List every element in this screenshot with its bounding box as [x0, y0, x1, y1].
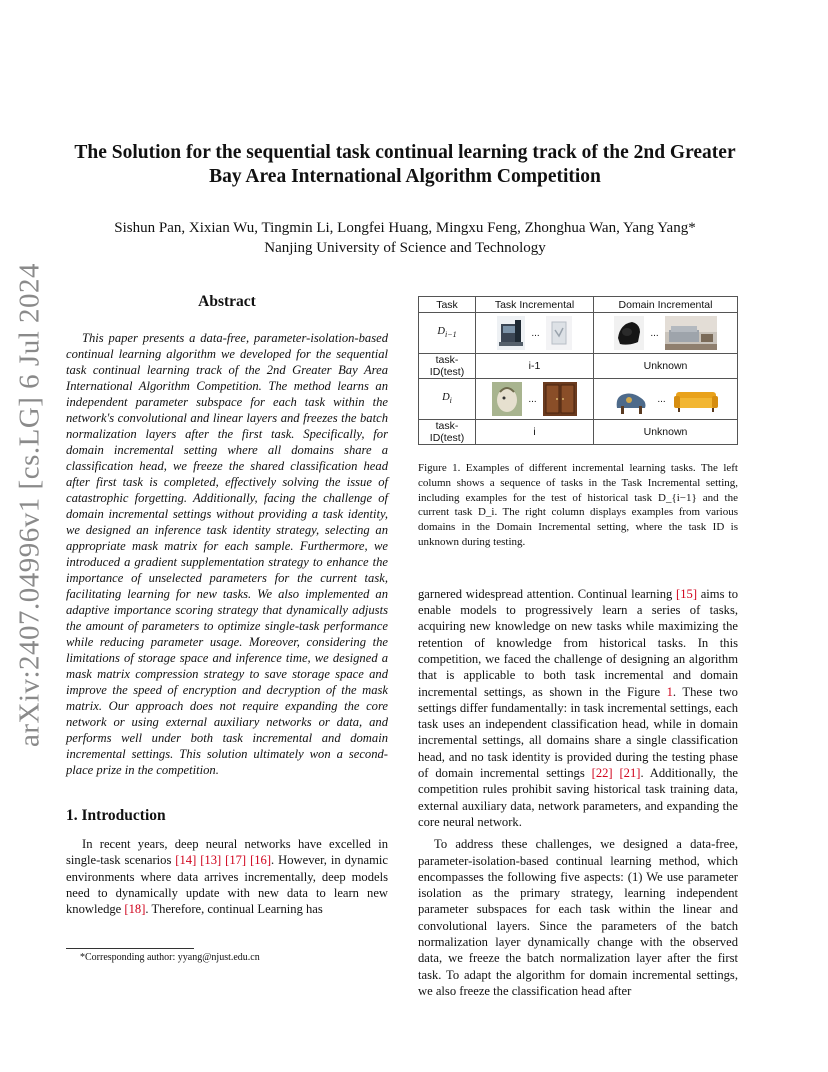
right-text-2: aims to enable models to progressively learn a series of tasks, acquiring new knowledge on new tasks while maximizing the retention of knowledge from historical tasks. In this competition, we faced the challenge of designing an algorithm that is applicable to both task incremental and domain incremental settings, as shown in the Figure [418, 586, 738, 699]
row-label-task-id-test-2: task-ID(test) [419, 420, 476, 445]
living-room-image [665, 316, 717, 350]
intro-text-3: . Therefore, continual Learning has [145, 902, 323, 917]
citation-14[interactable]: [14] [175, 853, 197, 868]
introduction-paragraph [66, 836, 388, 917]
abstract-text: This paper presents a data-free, parameter-isolation-based continual learning algorithm we developed for the sequential task continual learning track of the 2nd Greater Bay Area International Algorithm Competition. The method learns an independent parameter subspace for each task within the network's convolutional and linear layers and freezes the batch normalization layers after the first task. Specifically, for domain incremental setting where all domains share a classification head, we freeze the shared classification head after first task is completed, effectively solving the issue of catastrophic forgetting. Additionally, facing the challenge of domain incremental settings without providing a task identity, we designed an inference task identity strategy, selecting an appropriate mask matrix for each sample. Furthermore, we introduced a gradient supplementation strategy to enhance the importance of unselected parameters for the current task, facilitating learning for new tasks. We also implemented an adaptive importance scoring strategy that dynamically adjusts the amount of parameters to optimize single-task performance while reducing parameter usage. Moreover, considering the limitations of storage space and inference time, we designed a mask matrix compression strategy to save storage space and improve the speed of encryption and decryption of the mask matrix. Our approach does not require expanding the core network or using external auxiliary networks or data, and performs well under both task incremental and domain incremental settings. This solution ultimately won a second-place prize in the competition. [66, 331, 388, 777]
citation-22[interactable]: [22] [591, 766, 613, 781]
header-task-incremental: Task Incremental [476, 297, 594, 313]
arxiv-identifier: arXiv:2407.04996v1 [cs.LG] 6 Jul 2024 [13, 262, 46, 748]
abstract-heading: Abstract [198, 293, 256, 310]
citation-17[interactable]: [17] [225, 853, 247, 868]
wooden-cabinet-image [543, 382, 577, 416]
introduction-continued [418, 586, 738, 999]
left-column [66, 292, 388, 917]
author-block [60, 218, 750, 258]
electronics-image [497, 316, 525, 350]
right-column [418, 296, 738, 999]
right-text-4: . Additionally, the competition rules prohibit saving historical task training data, external auxiliary data, network parameters, and expanding the core neural network. [418, 766, 738, 829]
paper-title [60, 141, 750, 189]
figure-1-table [418, 296, 738, 445]
citation-21[interactable]: [21] [619, 766, 641, 781]
footnote: *Corresponding author: yyang@njust.edu.cn [80, 952, 260, 963]
header-task: Task [419, 297, 476, 313]
task-id-current: i [476, 420, 594, 445]
citation-13[interactable]: [13] [200, 853, 222, 868]
blue-armchair-image [611, 382, 651, 416]
domain-incremental-images-prev [594, 313, 738, 354]
task-id-prev: i-1 [476, 354, 594, 379]
black-sofa-image [614, 316, 644, 350]
task-incremental-images-prev [476, 313, 594, 354]
title-line-1: The Solution for the sequential task continual learning track of the 2nd Greater [74, 142, 736, 163]
header-domain-incremental: Domain Incremental [594, 297, 738, 313]
figure-1-caption: Figure 1. Examples of different incremental learning tasks. The left column shows a sequence of tasks in the Task Incremental setting, including examples for the test of historical task D_{i−1} and the current task D_i. The right column displays examples from various domains in the Domain Incremental setting, where the task ID is unknown during testing. [418, 462, 738, 548]
figure-1-link[interactable]: 1 [666, 684, 673, 699]
citation-15[interactable]: [15] [676, 586, 698, 601]
citation-18[interactable]: [18] [124, 902, 146, 917]
ellipsis: ... [528, 393, 537, 405]
citation-16[interactable]: [16] [250, 853, 272, 868]
ellipsis: ... [657, 393, 666, 405]
right-text-1: garnered widespread attention. Continual learning [418, 586, 677, 601]
light-object-image [546, 316, 572, 350]
task-incremental-images-current [476, 379, 594, 420]
row-label-d-i-minus-1: $D_{i-1}$ [419, 313, 476, 354]
domain-id-current: Unknown [594, 420, 738, 445]
right-paragraph-2: To address these challenges, we designed a data-free, parameter-isolation-based continual learning method, which encompasses the following five aspects: (1) We use parameter isolation as the primary strategy, learning independent parameter subspaces for each task within the linear and convolutional layers. Since the parameters of the batch normalization layer dynamically change with the observed data, we freeze the batch normalization layer after the first task. To adapt the algorithm for domain incremental settings, we also freeze the classification head after [418, 837, 738, 998]
row-label-d-i: $D_i$ [419, 379, 476, 420]
yellow-sofa-image [672, 382, 720, 416]
ellipsis: ... [650, 327, 659, 339]
right-text-3: . These two settings differ fundamentally: in task incremental settings, each task uses an independent classification head, while in domain incremental settings, all domains share a single classification head, and no task identity is provided during the testing phase of domain incremental settings [418, 684, 738, 781]
right-paragraph-1 [418, 586, 738, 830]
author-list: Sishun Pan, Xixian Wu, Tingmin Li, Longfei Huang, Mingxu Feng, Zhonghua Wan, Yang Yang* [114, 220, 696, 236]
ellipsis: ... [531, 327, 540, 339]
row-label-task-id-test-1: task-ID(test) [419, 354, 476, 379]
introduction-heading: 1. Introduction [66, 807, 166, 824]
domain-incremental-images-current [594, 379, 738, 420]
intro-text-1: In recent years, deep neural networks have excelled in single-task scenarios [66, 837, 388, 868]
animal-image [492, 382, 522, 416]
footnote-rule [66, 948, 194, 949]
intro-text-2: . However, in dynamic environments where data arrives incrementally, deep models need to dynamically update with new data to learn new knowledge [66, 853, 388, 917]
title-line-2: Bay Area International Algorithm Competition [209, 166, 601, 187]
domain-id-prev: Unknown [594, 354, 738, 379]
arxiv-stamp [10, 262, 50, 748]
affiliation: Nanjing University of Science and Technology [264, 240, 546, 256]
